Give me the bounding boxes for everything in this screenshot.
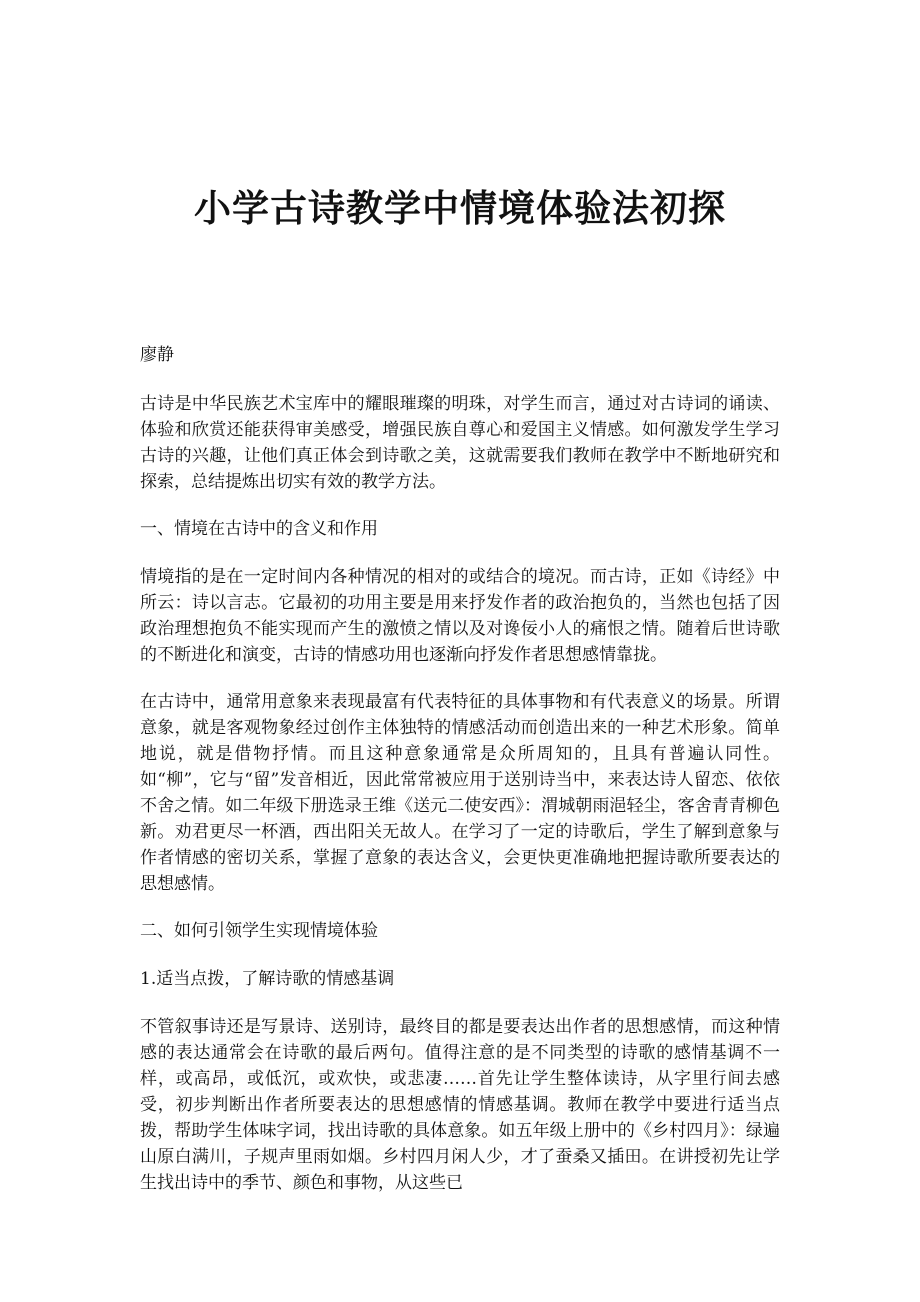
page-title: 小学古诗教学中情境体验法初探 bbox=[194, 186, 726, 230]
intro-paragraph: 古诗是中华民族艺术宝库中的耀眼璀璨的明珠，对学生而言，通过对古诗词的诵读、体验和欣赏还能获得审美感受，增强民族自尊心和爱国主义情感。如何激发学生学习古诗的兴趣，让他们真正体会到诗歌之美，这就需要我们教师在教学中不断地研究和探索，总结提炼出切实有效的教学方法。 bbox=[140, 394, 780, 492]
body-paragraph: 情境指的是在一定时间内各种情况的相对的或结合的境况。而古诗，正如《诗经》中所云：诗以言志。它最初的功用主要是用来抒发作者的政治抱负的，当然也包括了因政治理想抱负不能实现而产生的激愤之情以及对谗佞小人的痛恨之情。随着后世诗歌的不断进化和演变，古诗的情感功用也逐渐向抒发作者思想感情靠拢。 bbox=[140, 567, 780, 665]
subsection-heading-1: 1.适当点拨，了解诗歌的情感基调 bbox=[140, 969, 395, 989]
body-paragraph: 不管叙事诗还是写景诗、送别诗，最终目的都是要表达出作者的思想感情，而这种情感的表达通常会在诗歌的最后两句。值得注意的是不同类型的诗歌的感情基调不一样，或高昂，或低沉，或欢快，或悲凄……首先让学生整体读诗，从字里行间去感受，初步判断出作者所要表达的思想感情的情感基调。教师在教学中要进行适当点拨，帮助学生体味字词，找出诗歌的具体意象。如五年级上册中的《乡村四月》：绿遍山原白满川，子规声里雨如烟。乡村四月闲人少，才了蚕桑又插田。在讲授初先让学生找出诗中的季节、颜色和事物，从这些已 bbox=[140, 1017, 780, 1193]
author-name: 廖静 bbox=[140, 345, 174, 365]
body-paragraph: 在古诗中，通常用意象来表现最富有代表特征的具体事物和有代表意义的场景。所谓意象，就是客观物象经过创作主体独特的情感活动而创造出来的一种艺术形象。简单地说，就是借物抒情。而且这种意象通常是众所周知的，且具有普遍认同性。如“柳”，它与“留”发音相近，因此常常被应用于送别诗当中，来表达诗人留恋、依依不舍之情。如二年级下册选录王维《送元二使安西》：渭城朝雨浥轻尘，客舍青青柳色新。劝君更尽一杯酒，西出阳关无故人。在学习了一定的诗歌后，学生了解到意象与作者情感的密切关系，掌握了意象的表达含义，会更快更准确地把握诗歌所要表达的思想感情。 bbox=[140, 692, 780, 894]
section-heading-2: 二、如何引领学生实现情境体验 bbox=[140, 921, 378, 941]
article-body bbox=[140, 342, 780, 1217]
section-heading-1: 一、情境在古诗中的含义和作用 bbox=[140, 519, 378, 539]
